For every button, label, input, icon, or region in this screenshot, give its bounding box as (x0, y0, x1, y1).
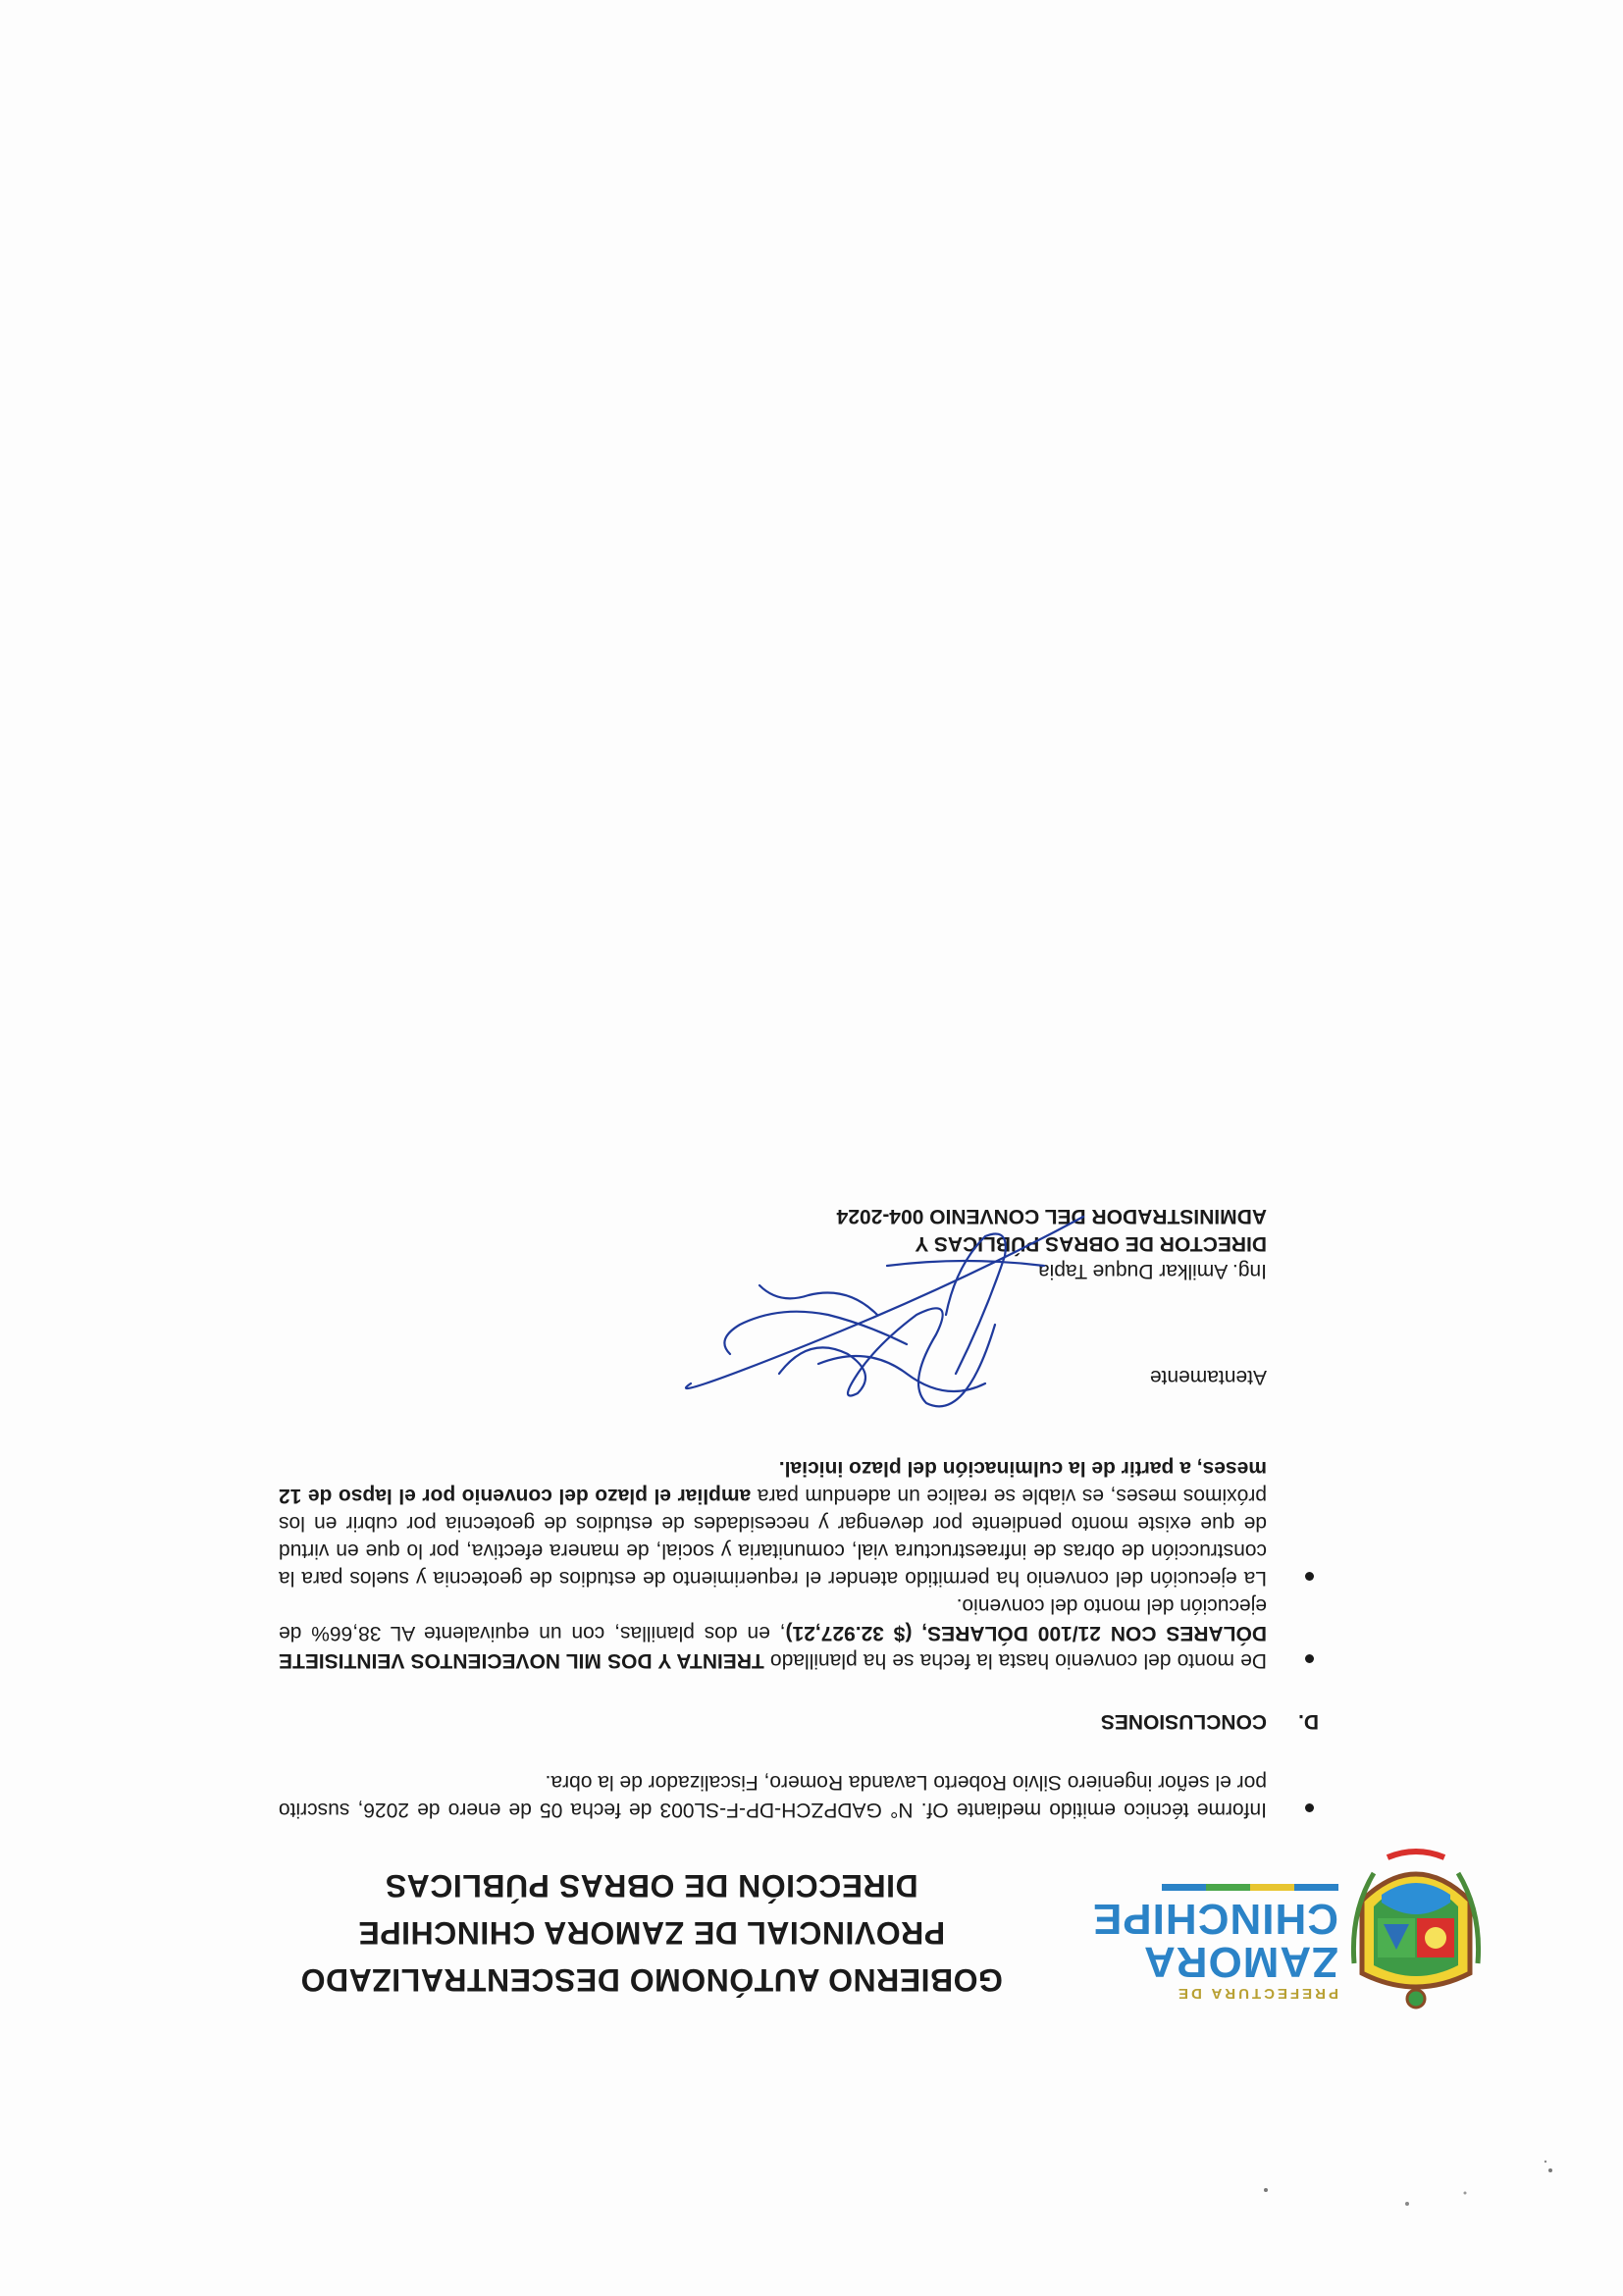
brand-line-1: ZAMORA (1142, 1938, 1338, 1986)
conclusion-text-pre: De monto del convenio hasta la fecha se ha planillado (763, 1649, 1267, 1672)
header-title-line-1: GOBIERNO AUTÓNOMO DESCENTRALIZADO (300, 1962, 1003, 1998)
section-title: CONCLUSIONES (1100, 1710, 1267, 1733)
conclusion-text-bold: TREINTA Y DOS MIL NOVECIENTOS VEINTISIETE DÓLARES CON 21/100 DÓLARES, ($ 32.927,21) (279, 1622, 1267, 1672)
header-title-line-2: PROVINCIAL DE ZAMORA CHINCHIPE (357, 1915, 946, 1951)
signer-name: Ing. Amilkar Duque Tapia (1037, 1260, 1267, 1282)
signer-role-line-2: ADMINISTRADOR DEL CONVENIO 004-2024 (836, 1205, 1267, 1227)
header-title-line-3: DIRECCIÓN DE OBRAS PÚBLICAS (385, 1868, 918, 1904)
brand-small-text: PREFECTURA DE (1176, 1985, 1338, 2002)
conclusion-text-pre: La ejecución del convenio ha permitido atender el requerimiento de estudios de geotecnia y suelos para la construcción de obras de infraestructura vial, comunitaria y social, de manera efectiva, por lo que en virtud de que existe monto pendiente por devengar y necesidades de estudios de geotecnia por cubrir en los próximos meses, es viable se realice un adendum para (279, 1485, 1267, 1590)
conclusion-text-post: , en dos planillas, con un equivalente AL 38,66% de ejecución del monto del convenio. (279, 1594, 1267, 1644)
conclusion-text-bold: ampliar el plazo del convenio por el lapso de 12 meses, a partir de la culminación del plazo inicial. (279, 1457, 1267, 1507)
section-letter: D. (1298, 1710, 1319, 1733)
signer-role-line-1: DIRECTOR DE OBRAS PÚBLICAS Y (915, 1232, 1267, 1255)
closing-text: Atentamente (1149, 1366, 1267, 1388)
intro-bullet-text: Informe técnico emitido mediante Of. N° GADPZCH-DP-F-SL003 de fecha 05 de enero de 2026, suscrito por el señor ingeniero Silvio Roberto Lavanda Romero, Fiscalizador de la obra. (279, 1771, 1267, 1821)
brand-line-2: CHINCHIPE (1091, 1895, 1338, 1943)
